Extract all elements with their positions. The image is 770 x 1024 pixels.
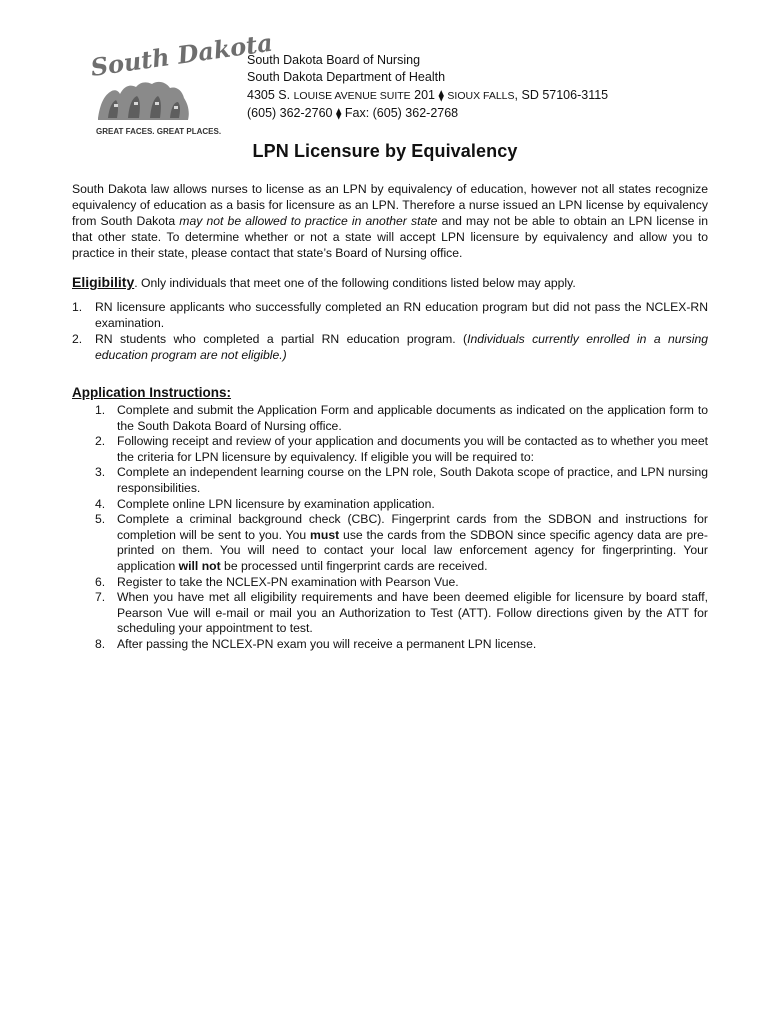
address-street-name: LOUISE AVENUE SUITE (293, 89, 411, 102)
list-item-text: Complete an independent learning course on the LPN role, South Dakota scope of practice, and LPN nursing responsibilities. (117, 465, 708, 495)
header-phone-fax (247, 105, 608, 123)
list-item-bold-text: will not (178, 558, 221, 573)
list-item-text: Complete and submit the Application Form and applicable documents as indicated on the application form to the South Dakota Board of Nursing office. (117, 403, 708, 433)
list-item (95, 403, 708, 434)
list-item (95, 465, 708, 496)
list-item-text: Following receipt and review of your application and documents you will be contacted as to whether you meet the criteria for LPN licensure by equivalency. If eligible you will be required to: (117, 434, 708, 464)
list-item-number: 4. (95, 496, 106, 511)
list-item-text: use the cards from the SDBON since specific agency data are pre-printed on them. You will need to contact your local law enforcement agency for fingerprinting. Your application (117, 527, 708, 573)
logo-wordmark: South Dakota (88, 27, 275, 82)
list-item (95, 512, 708, 574)
address-street-number: 4305 S. (247, 87, 294, 102)
application-instructions-list (95, 403, 708, 653)
application-instructions-heading: Application Instructions: (72, 385, 232, 400)
list-item-text: Register to take the NCLEX-PN examination with Pearson Vue. (117, 574, 459, 589)
list-item-text: RN licensure applicants who successfully completed an RN education program but did not pass the NCLEX-RN examination. (95, 300, 708, 331)
list-item-number: 7. (95, 590, 106, 605)
list-item (95, 575, 708, 591)
address-state-zip: , SD 57106-3115 (514, 87, 609, 102)
list-item-text: be processed until fingerprint cards are received. (220, 558, 488, 573)
address-city: SIOUX FALLS (447, 89, 515, 102)
list-item-text: When you have met all eligibility requirements and have been deemed eligible for licensure by board staff, Pearson Vue will e-mail or mail you an Authorization to Test (ATT). Follow directions given by the ATT for scheduling your appointment to test. (117, 590, 708, 636)
list-item-italic-text: Individuals currently enrolled in a nursing education program are not eligible.) (95, 332, 708, 363)
list-item-text: After passing the NCLEX-PN exam you will receive a permanent LPN license. (117, 636, 537, 651)
logo-tagline: GREAT FACES. GREAT PLACES. (96, 127, 222, 136)
intro-text-1: South Dakota law allows nurses to license as an LPN by equivalency of education, however not all states recognize equivalency of education as a basis for licensure as an LPN. Therefore a nurse issued an LPN license by equivalency from South Dakota (72, 182, 708, 229)
eligibility-section (72, 274, 708, 291)
list-item-text: Complete online LPN licensure by examination application. (117, 496, 435, 511)
list-item-number: 6. (95, 574, 106, 589)
page-title: LPN Licensure by Equivalency (252, 141, 518, 161)
phone-number: (605) 362-2760 (247, 105, 336, 120)
eligibility-text: . Only individuals that meet one of the following conditions listed below may apply. (134, 276, 576, 290)
diamond-icon: ⧫ (438, 89, 444, 102)
list-item-number: 3. (95, 465, 106, 480)
list-item-number: 2. (72, 332, 83, 347)
list-item-number: 5. (95, 512, 106, 527)
list-item (72, 331, 708, 363)
list-item-number: 2. (95, 434, 106, 449)
intro-paragraph (72, 181, 708, 261)
list-item (95, 637, 708, 653)
list-item (95, 434, 708, 465)
list-item-number: 1. (72, 300, 83, 314)
list-item (72, 299, 708, 331)
header-address (247, 87, 608, 105)
list-item-bold-text: must (310, 527, 340, 542)
list-item-text: Complete a criminal background check (CBC). Fingerprint cards from the SDBON and instructions for completion will be sent to you. You (117, 512, 708, 542)
fax-number: Fax: (605) 362-2768 (341, 105, 459, 120)
header-department: South Dakota Department of Health (247, 70, 446, 85)
intro-italic-text: may not be allowed to practice in another state (179, 214, 438, 229)
list-item (95, 590, 708, 637)
diamond-icon: ⧫ (335, 107, 342, 120)
intro-text-2: and may not be able to obtain an LPN license in that other state. To determine whether or not a state will accept LPN licensure by equivalency and allow you to practice in their state, please contact that state’s Board of Nursing office. (72, 214, 709, 261)
list-item-number: 8. (95, 636, 106, 651)
header-org-name: South Dakota Board of Nursing (247, 53, 421, 67)
address-suite: 201 (410, 87, 439, 102)
list-item-number: 1. (95, 403, 106, 417)
eligibility-heading: Eligibility (72, 274, 135, 290)
eligibility-list (72, 299, 708, 363)
letterhead (247, 52, 608, 123)
list-item-text: RN students who completed a partial RN education program. ( (95, 332, 468, 347)
list-item (95, 497, 708, 513)
